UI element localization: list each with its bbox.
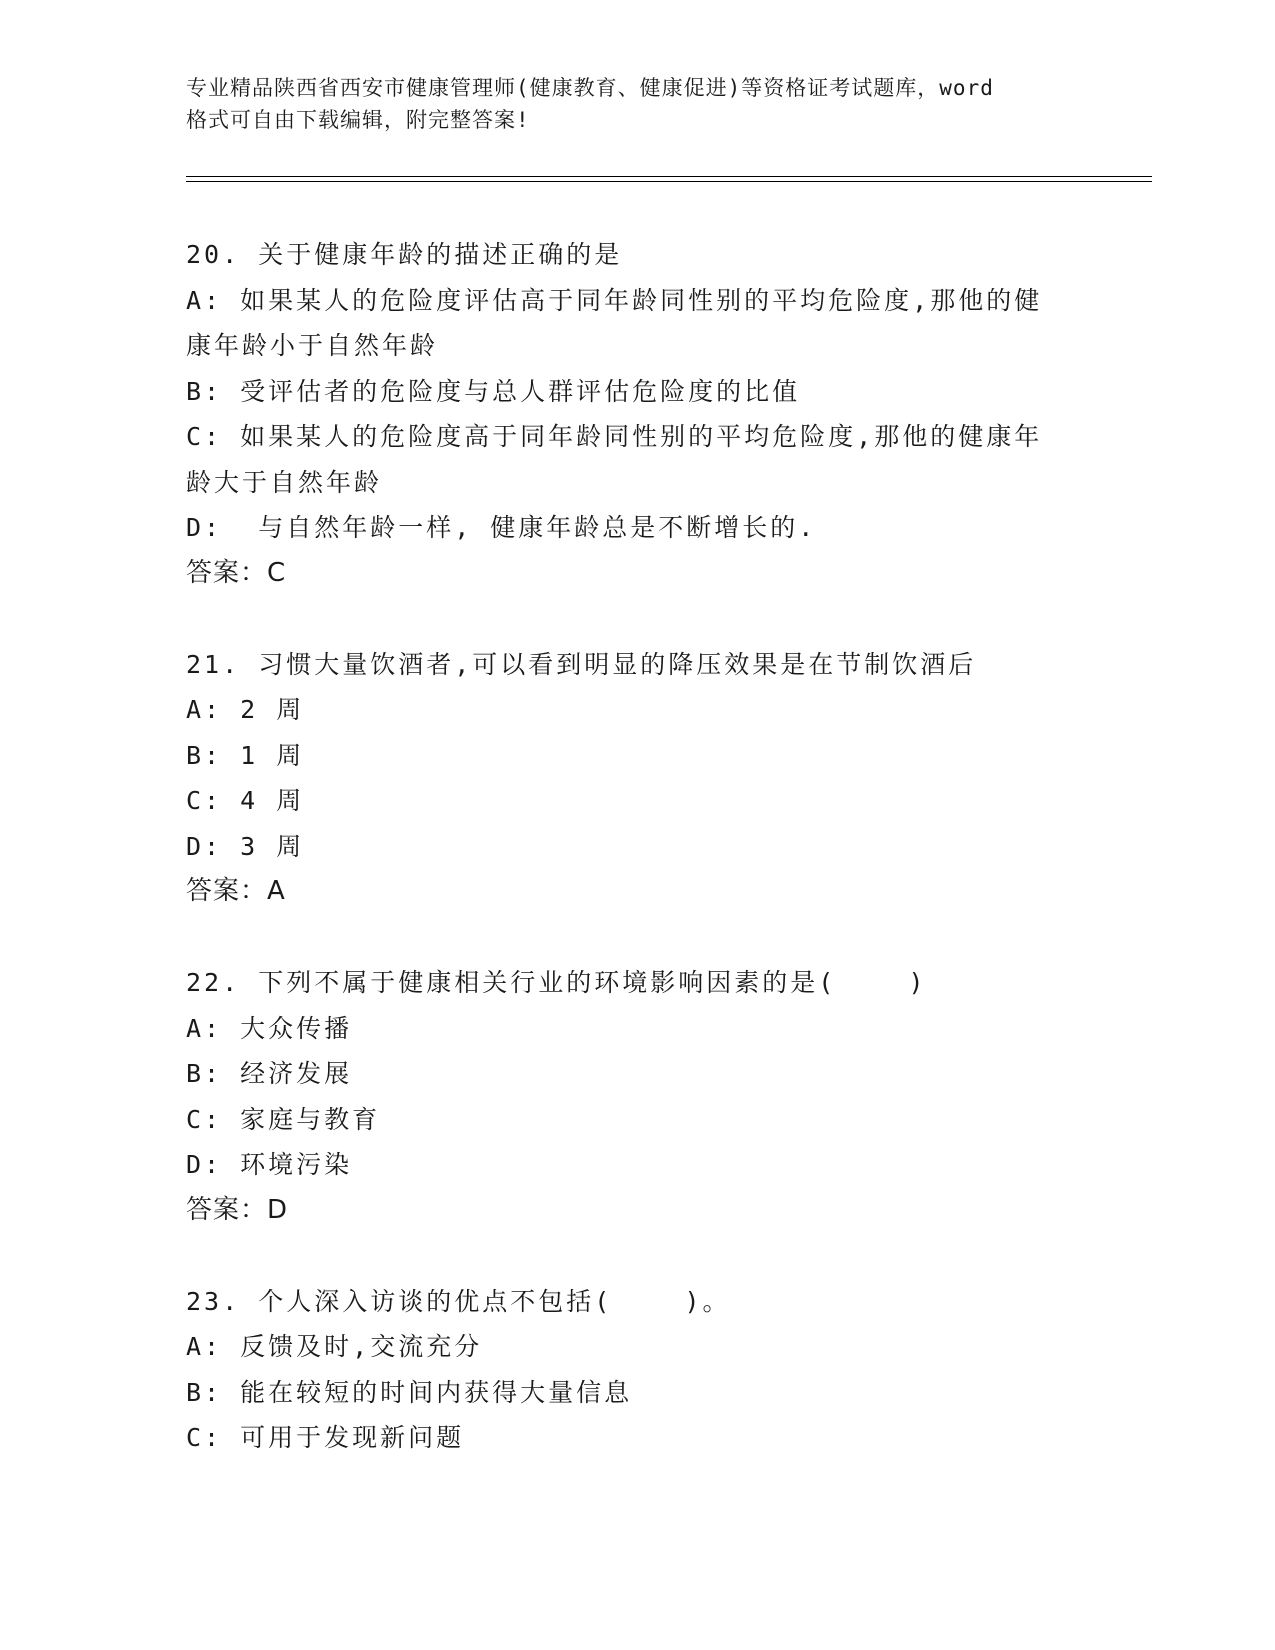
question-20 [186,232,1086,596]
question-stem: 22. 下列不属于健康相关行业的环境影响因素的是( ) [186,968,927,997]
answer: 答案：D [186,1194,289,1225]
question-21 [186,642,1086,915]
option-a: A: 如果某人的危险度评估高于同年龄同性别的平均危险度,那他的健 [186,285,1043,315]
option-d: D: 环境污染 [186,1150,353,1179]
header-line-2: 格式可自由下载编辑，附完整答案! [186,108,530,132]
option-a: A: 2 周 [186,695,305,724]
option-b: B: 1 周 [186,740,305,770]
option-c: C: 4 周 [186,786,305,815]
header-divider-top [186,176,1152,177]
question-23 [186,1279,1086,1461]
option-a-continued: 康年龄小于自然年龄 [186,331,439,360]
option-b: B: 受评估者的危险度与总人群评估危险度的比值 [186,376,801,406]
option-a: A: 反馈及时,交流充分 [186,1332,483,1361]
question-22 [186,960,1086,1233]
header-divider-bottom [186,181,1152,182]
answer: 答案：A [186,876,286,906]
option-d: D: 3 周 [186,831,305,861]
question-stem: 21. 习惯大量饮酒者,可以看到明显的降压效果是在节制饮酒后 [186,649,977,679]
option-b: B: 能在较短的时间内获得大量信息 [186,1377,633,1407]
question-stem: 20. 关于健康年龄的描述正确的是 [186,240,623,269]
option-c: C: 如果某人的危险度高于同年龄同性别的平均危险度,那他的健康年 [186,422,1043,451]
option-a: A: 大众传播 [186,1013,353,1043]
header-line-1: 专业精品陕西省西安市健康管理师(健康教育、健康促进)等资格证考试题库，word [186,76,994,100]
document-header [186,72,1086,136]
option-d: D: 与自然年龄一样, 健康年龄总是不断增长的. [186,513,817,542]
question-stem: 23. 个人深入访谈的优点不包括( )。 [186,1286,731,1316]
option-c: C: 家庭与教育 [186,1104,381,1134]
question-list [186,232,1086,1461]
option-b: B: 经济发展 [186,1059,353,1088]
option-c-continued: 龄大于自然年龄 [186,467,383,497]
answer: 答案：C [186,557,287,588]
option-c: C: 可用于发现新问题 [186,1423,465,1452]
